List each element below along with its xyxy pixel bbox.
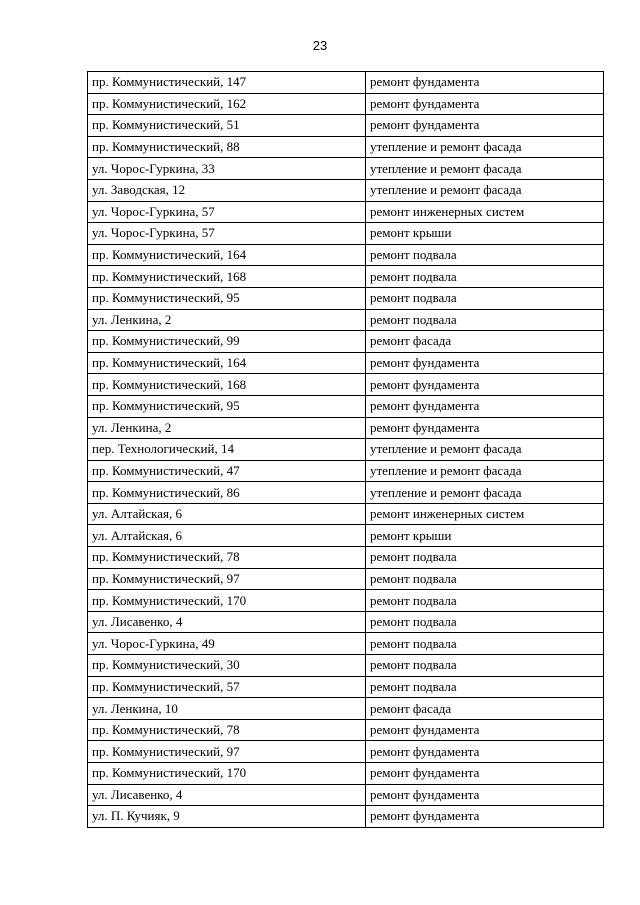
work-type-cell: утепление и ремонт фасада [366, 482, 604, 504]
work-type-cell: ремонт подвала [366, 266, 604, 288]
table-row [88, 352, 604, 374]
work-type-cell: утепление и ремонт фасада [366, 439, 604, 461]
address-cell: ул. Алтайская, 6 [88, 525, 366, 547]
address-cell: пр. Коммунистический, 97 [88, 741, 366, 763]
address-cell: пр. Коммунистический, 86 [88, 482, 366, 504]
address-cell: ул. П. Кучияк, 9 [88, 806, 366, 828]
address-cell: пр. Коммунистический, 170 [88, 763, 366, 785]
work-type-cell: утепление и ремонт фасада [366, 179, 604, 201]
address-cell: пр. Коммунистический, 78 [88, 719, 366, 741]
address-cell: пр. Коммунистический, 57 [88, 676, 366, 698]
work-type-cell: ремонт фундамента [366, 395, 604, 417]
work-type-cell: ремонт подвала [366, 287, 604, 309]
address-cell: ул. Ленкина, 2 [88, 309, 366, 331]
address-cell: ул. Заводская, 12 [88, 179, 366, 201]
work-type-cell: ремонт подвала [366, 611, 604, 633]
address-cell: ул. Чорос-Гуркина, 57 [88, 223, 366, 245]
work-type-cell: ремонт крыши [366, 525, 604, 547]
table-row [88, 439, 604, 461]
work-type-cell: ремонт фундамента [366, 115, 604, 137]
table-row [88, 568, 604, 590]
work-type-cell: ремонт фасада [366, 331, 604, 353]
address-cell: ул. Чорос-Гуркина, 49 [88, 633, 366, 655]
table-row [88, 417, 604, 439]
table-row [88, 611, 604, 633]
table-row [88, 287, 604, 309]
table-row [88, 784, 604, 806]
work-type-cell: ремонт фундамента [366, 374, 604, 396]
address-cell: пр. Коммунистический, 78 [88, 547, 366, 569]
table-row [88, 525, 604, 547]
address-cell: ул. Чорос-Гуркина, 33 [88, 158, 366, 180]
work-type-cell: ремонт фундамента [366, 784, 604, 806]
work-type-cell: утепление и ремонт фасада [366, 460, 604, 482]
work-type-cell: ремонт фундамента [366, 763, 604, 785]
work-type-cell: ремонт инженерных систем [366, 201, 604, 223]
table-row [88, 93, 604, 115]
address-cell: пр. Коммунистический, 51 [88, 115, 366, 137]
address-cell: пр. Коммунистический, 95 [88, 287, 366, 309]
work-type-cell: ремонт фундамента [366, 719, 604, 741]
table-row [88, 115, 604, 137]
table-row [88, 633, 604, 655]
table-body [88, 72, 604, 828]
address-cell: ул. Ленкина, 2 [88, 417, 366, 439]
address-cell: пр. Коммунистический, 47 [88, 460, 366, 482]
table-row [88, 460, 604, 482]
address-cell: ул. Лисавенко, 4 [88, 784, 366, 806]
address-cell: пр. Коммунистический, 147 [88, 72, 366, 94]
address-cell: пр. Коммунистический, 99 [88, 331, 366, 353]
work-type-cell: ремонт подвала [366, 655, 604, 677]
address-cell: пр. Коммунистический, 168 [88, 374, 366, 396]
table-row [88, 331, 604, 353]
table-row [88, 503, 604, 525]
table-row [88, 72, 604, 94]
table-row [88, 655, 604, 677]
table-row [88, 806, 604, 828]
address-cell: пр. Коммунистический, 170 [88, 590, 366, 612]
work-type-cell: ремонт подвала [366, 633, 604, 655]
table-row [88, 201, 604, 223]
work-type-cell: ремонт фундамента [366, 352, 604, 374]
table-row [88, 741, 604, 763]
address-work-table [87, 71, 604, 828]
table-row [88, 158, 604, 180]
table-row [88, 547, 604, 569]
table-row [88, 698, 604, 720]
table-row [88, 309, 604, 331]
work-type-cell: ремонт подвала [366, 568, 604, 590]
address-cell: ул. Ленкина, 10 [88, 698, 366, 720]
address-cell: пр. Коммунистический, 164 [88, 244, 366, 266]
address-cell: пр. Коммунистический, 164 [88, 352, 366, 374]
address-cell: пр. Коммунистический, 162 [88, 93, 366, 115]
table-row [88, 719, 604, 741]
address-cell: ул. Лисавенко, 4 [88, 611, 366, 633]
work-type-cell: утепление и ремонт фасада [366, 136, 604, 158]
address-cell: пр. Коммунистический, 168 [88, 266, 366, 288]
work-type-cell: ремонт подвала [366, 590, 604, 612]
table-row [88, 266, 604, 288]
table-row [88, 676, 604, 698]
work-type-cell: ремонт подвала [366, 676, 604, 698]
address-cell: пер. Технологический, 14 [88, 439, 366, 461]
address-cell: ул. Алтайская, 6 [88, 503, 366, 525]
address-cell: пр. Коммунистический, 30 [88, 655, 366, 677]
address-cell: пр. Коммунистический, 88 [88, 136, 366, 158]
address-cell: пр. Коммунистический, 95 [88, 395, 366, 417]
table-row [88, 179, 604, 201]
work-type-cell: ремонт инженерных систем [366, 503, 604, 525]
work-type-cell: ремонт фасада [366, 698, 604, 720]
work-type-cell: ремонт фундамента [366, 417, 604, 439]
work-type-cell: ремонт крыши [366, 223, 604, 245]
table-row [88, 244, 604, 266]
work-type-cell: ремонт подвала [366, 547, 604, 569]
work-type-cell: ремонт фундамента [366, 806, 604, 828]
address-cell: ул. Чорос-Гуркина, 57 [88, 201, 366, 223]
table-row [88, 590, 604, 612]
work-type-cell: ремонт подвала [366, 244, 604, 266]
work-type-cell: ремонт фундамента [366, 93, 604, 115]
table-row [88, 395, 604, 417]
table-row [88, 136, 604, 158]
work-type-cell: ремонт фундамента [366, 72, 604, 94]
work-type-cell: утепление и ремонт фасада [366, 158, 604, 180]
address-cell: пр. Коммунистический, 97 [88, 568, 366, 590]
work-type-cell: ремонт фундамента [366, 741, 604, 763]
page-number: 23 [312, 38, 328, 53]
table-row [88, 223, 604, 245]
table-row [88, 482, 604, 504]
work-type-cell: ремонт подвала [366, 309, 604, 331]
table-row [88, 374, 604, 396]
table-row [88, 763, 604, 785]
